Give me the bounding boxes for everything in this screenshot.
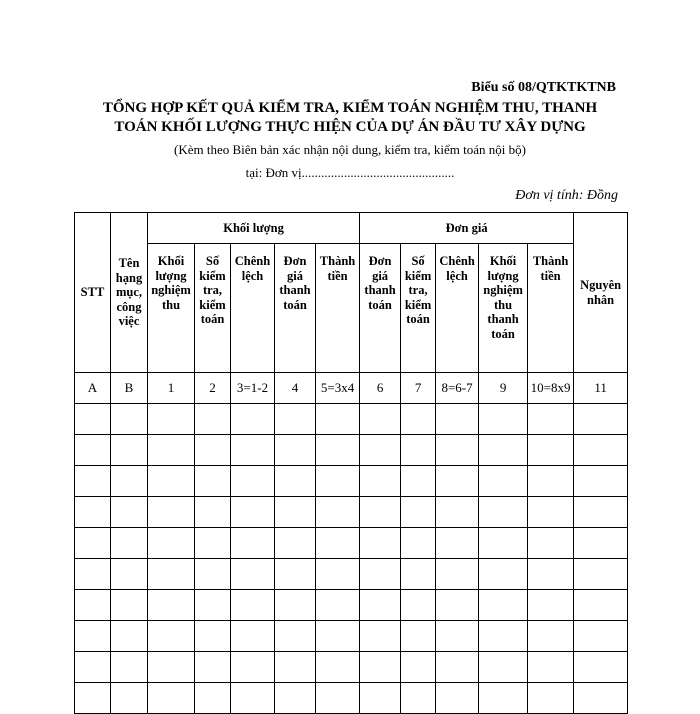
- table-row: [75, 559, 628, 590]
- table-cell: [436, 497, 479, 528]
- table-cell: [436, 559, 479, 590]
- table-row: [75, 404, 628, 435]
- table-cell: [275, 683, 316, 714]
- table-cell: [195, 497, 231, 528]
- table-cell: [75, 652, 111, 683]
- table-cell: [436, 683, 479, 714]
- table-cell: [148, 404, 195, 435]
- table-row: [75, 466, 628, 497]
- table-row: [75, 590, 628, 621]
- table-cell: [275, 466, 316, 497]
- table-cell: [574, 404, 628, 435]
- table-cell: [479, 528, 528, 559]
- table-cell: [316, 621, 360, 652]
- table-cell: [401, 590, 436, 621]
- table-cell: [275, 590, 316, 621]
- table-cell: [111, 528, 148, 559]
- table-cell: [401, 621, 436, 652]
- table-cell: [360, 621, 401, 652]
- col-header-item: Tên hạng mục, công việc: [111, 213, 148, 373]
- table-cell: [231, 497, 275, 528]
- index-cell: A: [75, 373, 111, 404]
- table-cell: [479, 590, 528, 621]
- table-cell: [111, 652, 148, 683]
- table-cell: [479, 683, 528, 714]
- table-cell: [528, 590, 574, 621]
- table-cell: [148, 652, 195, 683]
- table-cell: [275, 435, 316, 466]
- table-cell: [75, 559, 111, 590]
- table-cell: [360, 590, 401, 621]
- table-cell: [479, 497, 528, 528]
- table-cell: [574, 621, 628, 652]
- table-cell: [316, 528, 360, 559]
- table-cell: [360, 404, 401, 435]
- col-header-payment-unit-price: Đơn giá thanh toán: [275, 244, 316, 373]
- header-row-groups: [75, 213, 628, 244]
- report-table: [74, 212, 628, 714]
- table-cell: [231, 435, 275, 466]
- table-cell: [195, 435, 231, 466]
- table-cell: [528, 621, 574, 652]
- table-cell: [479, 466, 528, 497]
- table-cell: [111, 466, 148, 497]
- document-subtitle: (Kèm theo Biên bản xác nhận nội dung, kiểm tra, kiểm toán nội bộ): [174, 142, 526, 157]
- table-cell: [275, 528, 316, 559]
- table-cell: [316, 404, 360, 435]
- table-cell: [316, 683, 360, 714]
- table-cell: [574, 497, 628, 528]
- table-cell: [436, 404, 479, 435]
- table-cell: [231, 404, 275, 435]
- table-row: [75, 528, 628, 559]
- group-header-quantity: Khối lượng: [148, 213, 360, 244]
- table-cell: [75, 621, 111, 652]
- document-title: [60, 99, 640, 137]
- table-cell: [479, 559, 528, 590]
- table-cell: [195, 621, 231, 652]
- index-cell: 7: [401, 373, 436, 404]
- table-cell: [111, 435, 148, 466]
- table-cell: [231, 466, 275, 497]
- col-header-accepted-quantity: Khối lượng nghiệm thu: [148, 244, 195, 373]
- table-cell: [436, 466, 479, 497]
- table-cell: [231, 559, 275, 590]
- table-cell: [401, 652, 436, 683]
- index-cell: 5=3x4: [316, 373, 360, 404]
- table-cell: [195, 404, 231, 435]
- col-header-quantity-difference: Chênh lệch: [231, 244, 275, 373]
- table-cell: [574, 528, 628, 559]
- table-row: [75, 683, 628, 714]
- table-cell: [528, 652, 574, 683]
- table-cell: [401, 528, 436, 559]
- index-cell: B: [111, 373, 148, 404]
- table-cell: [275, 497, 316, 528]
- table-cell: [436, 590, 479, 621]
- table-cell: [111, 621, 148, 652]
- table-cell: [195, 683, 231, 714]
- table-cell: [111, 590, 148, 621]
- table-cell: [316, 435, 360, 466]
- table-cell: [436, 435, 479, 466]
- table-cell: [195, 528, 231, 559]
- table-cell: [231, 528, 275, 559]
- table-cell: [111, 497, 148, 528]
- table-cell: [148, 435, 195, 466]
- table-cell: [111, 683, 148, 714]
- title-line-2: TOÁN KHỐI LƯỢNG THỰC HIỆN CỦA DỰ ÁN ĐẦU TƯ XÂY DỰNG: [114, 119, 586, 135]
- table-cell: [574, 652, 628, 683]
- table-cell: [574, 559, 628, 590]
- table-cell: [360, 652, 401, 683]
- table-cell: [275, 559, 316, 590]
- table-cell: [574, 590, 628, 621]
- table-cell: [360, 466, 401, 497]
- table-cell: [316, 559, 360, 590]
- table-cell: [195, 559, 231, 590]
- col-header-quantity-amount: Thành tiền: [316, 244, 360, 373]
- table-cell: [528, 404, 574, 435]
- index-cell: 11: [574, 373, 628, 404]
- group-header-price: Đơn giá: [360, 213, 574, 244]
- table-cell: [528, 559, 574, 590]
- table-cell: [148, 621, 195, 652]
- table-cell: [111, 559, 148, 590]
- table-cell: [148, 466, 195, 497]
- table-cell: [574, 435, 628, 466]
- table-cell: [479, 621, 528, 652]
- table-cell: [436, 652, 479, 683]
- table-row: [75, 621, 628, 652]
- table-cell: [316, 590, 360, 621]
- table-cell: [75, 466, 111, 497]
- col-header-reason: Nguyên nhân: [574, 213, 628, 373]
- index-cell: 6: [360, 373, 401, 404]
- table-cell: [528, 683, 574, 714]
- table-cell: [195, 466, 231, 497]
- index-cell: 9: [479, 373, 528, 404]
- table-cell: [148, 528, 195, 559]
- table-cell: [275, 404, 316, 435]
- header-row-columns: [75, 244, 628, 373]
- index-cell: 2: [195, 373, 231, 404]
- table-cell: [360, 497, 401, 528]
- table-cell: [360, 683, 401, 714]
- table-cell: [316, 497, 360, 528]
- index-cell: 1: [148, 373, 195, 404]
- table-cell: [148, 497, 195, 528]
- table-cell: [436, 528, 479, 559]
- table-cell: [360, 435, 401, 466]
- col-header-audited-price: Số kiểm tra, kiểm toán: [401, 244, 436, 373]
- table-cell: [401, 435, 436, 466]
- table-cell: [528, 435, 574, 466]
- table-cell: [75, 683, 111, 714]
- col-header-accepted-payment-quantity: Khối lượng nghiệm thu thanh toán: [479, 244, 528, 373]
- table-cell: [316, 466, 360, 497]
- unit-line: tại: Đơn vị...............................................: [245, 165, 455, 180]
- table-cell: [528, 466, 574, 497]
- table-cell: [316, 652, 360, 683]
- table-cell: [401, 404, 436, 435]
- table-cell: [195, 652, 231, 683]
- col-header-price-difference: Chênh lệch: [436, 244, 479, 373]
- table-cell: [75, 528, 111, 559]
- table-cell: [574, 466, 628, 497]
- col-header-payment-unit-price-2: Đơn giá thanh toán: [360, 244, 401, 373]
- table-cell: [231, 621, 275, 652]
- table-cell: [231, 652, 275, 683]
- title-line-1: TỔNG HỢP KẾT QUẢ KIỂM TRA, KIỂM TOÁN NGHIỆM THU, THANH: [102, 100, 598, 116]
- currency-unit: Đơn vị tính: Đồng: [515, 188, 618, 203]
- table-cell: [231, 683, 275, 714]
- table-cell: [148, 590, 195, 621]
- col-header-stt: STT: [75, 213, 111, 373]
- table-cell: [148, 683, 195, 714]
- table-cell: [275, 621, 316, 652]
- table-cell: [148, 559, 195, 590]
- table-cell: [401, 466, 436, 497]
- table-cell: [275, 652, 316, 683]
- table-cell: [479, 652, 528, 683]
- table-cell: [401, 559, 436, 590]
- table-cell: [528, 497, 574, 528]
- table-cell: [479, 435, 528, 466]
- table-cell: [111, 404, 148, 435]
- index-row: [75, 373, 628, 404]
- table-cell: [528, 528, 574, 559]
- index-cell: 8=6-7: [436, 373, 479, 404]
- table-cell: [360, 559, 401, 590]
- table-cell: [401, 683, 436, 714]
- index-cell: 10=8x9: [528, 373, 574, 404]
- table-row: [75, 497, 628, 528]
- table-cell: [574, 683, 628, 714]
- table-cell: [479, 404, 528, 435]
- index-cell: 4: [275, 373, 316, 404]
- table-cell: [75, 435, 111, 466]
- table-cell: [75, 404, 111, 435]
- table-cell: [360, 528, 401, 559]
- form-code: Biểu số 08/QTKTKTNB: [471, 80, 616, 95]
- table-row: [75, 435, 628, 466]
- table-cell: [75, 497, 111, 528]
- table-cell: [436, 621, 479, 652]
- table-cell: [401, 497, 436, 528]
- col-header-audited-quantity: Số kiểm tra, kiểm toán: [195, 244, 231, 373]
- table-row: [75, 652, 628, 683]
- table-cell: [231, 590, 275, 621]
- table-cell: [195, 590, 231, 621]
- index-cell: 3=1-2: [231, 373, 275, 404]
- table-cell: [75, 590, 111, 621]
- col-header-price-amount: Thành tiền: [528, 244, 574, 373]
